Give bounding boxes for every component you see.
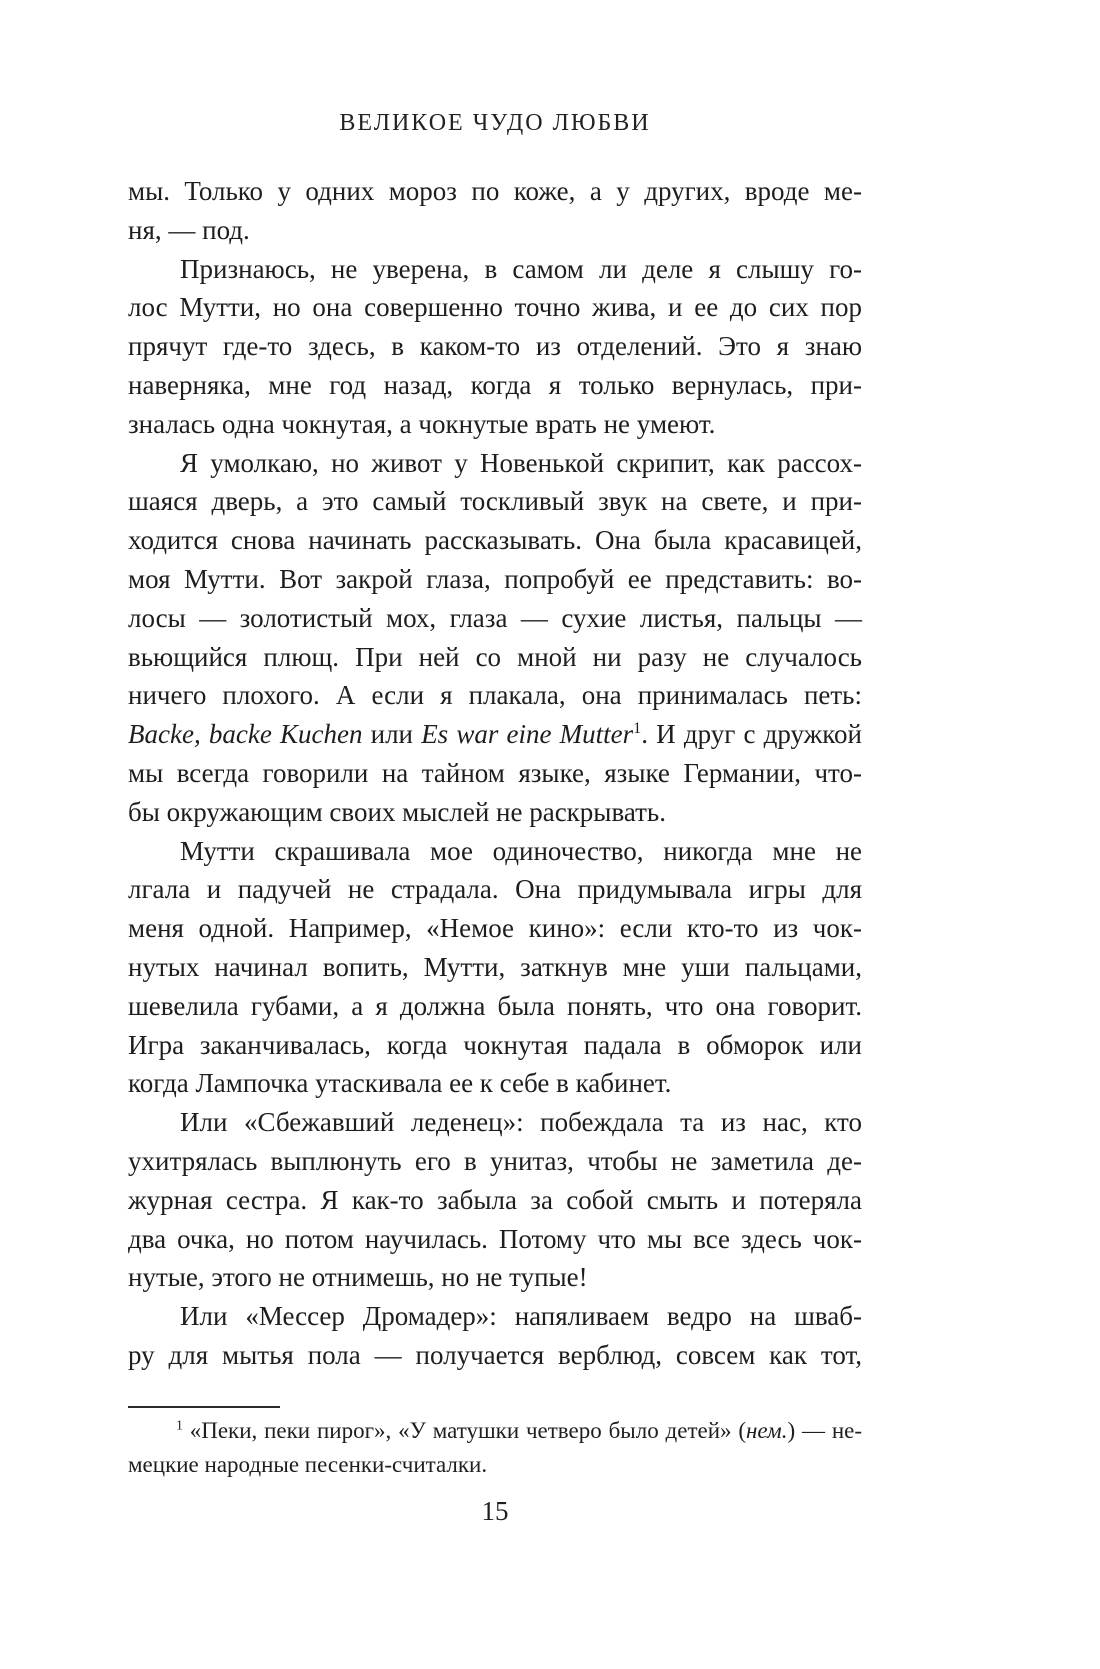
text-line [128, 327, 862, 366]
text-segment: два очка, но потом научилась. Потому что мы все здесь чок- [128, 1223, 862, 1254]
text-line [128, 366, 862, 405]
text-segment: мы всегда говорили на тайном языке, языке Германии, что- [128, 757, 862, 788]
text-line [128, 715, 862, 754]
text-segment: ухитрялась выплюнуть его в унитаз, чтобы не заметила де- [128, 1145, 862, 1176]
text-line [128, 521, 862, 560]
text-line [128, 1026, 862, 1065]
text-segment: лос Мутти, но она совершенно точно жива, и ее до сих пор [128, 292, 862, 323]
text-line [128, 1142, 862, 1181]
footnote-reference: 1 [633, 719, 642, 738]
text-segment: ня, — под. [128, 214, 250, 245]
text-segment: нем. [746, 1418, 788, 1443]
text-segment: Или «Мессер Дромадер»: напяливаем ведро на шваб- [180, 1301, 862, 1332]
text-line [128, 405, 862, 444]
text-segment: Es war eine Mutter [421, 719, 634, 750]
text-segment: . И друг с дружкой [641, 719, 863, 750]
text-segment: мецкие народные песенки-считалки. [128, 1452, 488, 1477]
text-line [128, 870, 862, 909]
text-segment: ничего плохого. А если я плакала, она принималась петь: [128, 680, 862, 711]
text-line [128, 1297, 862, 1336]
text-line [128, 599, 862, 638]
footnote-reference: 1 [176, 1417, 183, 1433]
text-line [128, 1220, 862, 1259]
text-segment: ) — не- [787, 1418, 862, 1443]
text-segment: шевелила губами, а я должна была понять, что она говорит. [128, 990, 862, 1021]
text-line [128, 1064, 862, 1103]
text-line [128, 987, 862, 1026]
text-line [128, 1103, 862, 1142]
text-line [128, 288, 862, 327]
text-line [128, 1336, 862, 1375]
text-segment: ру для мытья пола — получается верблюд, совсем как тот, [128, 1339, 862, 1370]
text-segment: или [362, 719, 422, 750]
text-segment: нутых начинал вопить, Мутти, заткнув мне уши пальцами, [128, 951, 862, 982]
text-line [128, 676, 862, 715]
text-line [128, 250, 862, 289]
text-line [128, 832, 862, 871]
text-segment: «Пеки, пеки пирог», «У матушки четверо было детей» ( [182, 1418, 747, 1443]
text-line [128, 1414, 862, 1448]
text-line [128, 172, 862, 211]
text-line [128, 560, 862, 599]
text-segment: прячут где-то здесь, в каком-то из отделений. Это я знаю [128, 331, 862, 362]
text-line [128, 1258, 862, 1297]
text-line [128, 444, 862, 483]
text-segment: Игра заканчивалась, когда чокнутая падала в обморок или [128, 1029, 862, 1060]
running-head: ВЕЛИКОЕ ЧУДО ЛЮБВИ [339, 110, 651, 136]
footnote [128, 1414, 862, 1482]
page-number: 15 [481, 1496, 509, 1526]
text-segment: лосы — золотистый мох, глаза — сухие листья, пальцы — [128, 602, 862, 633]
text-segment: Я умолкаю, но живот у Новенькой скрипит, как рассох- [180, 447, 862, 478]
text-segment: зналась одна чокнутая, а чокнутые врать не умеют. [128, 408, 716, 439]
text-segment: Или «Сбежавший леденец»: побеждала та из нас, кто [180, 1107, 862, 1138]
text-segment: шаяся дверь, а это самый тоскливый звук на свете, и при- [128, 486, 862, 517]
body-text [128, 172, 862, 1375]
text-segment: ходится снова начинать рассказывать. Она была красавицей, [128, 525, 862, 556]
text-segment: Backe, backe Kuchen [128, 719, 363, 750]
text-line [128, 1181, 862, 1220]
text-segment: наверняка, мне год назад, когда я только вернулась, при- [128, 369, 862, 400]
text-segment: когда Лампочка утаскивала ее к себе в кабинет. [128, 1068, 672, 1099]
text-line [128, 638, 862, 677]
text-segment: бы окружающим своих мыслей не раскрывать. [128, 796, 666, 827]
text-line [128, 909, 862, 948]
text-segment: лгала и падучей не страдала. Она придумывала игры для [128, 874, 862, 905]
text-line [128, 211, 862, 250]
text-segment: мы. Только у одних мороз по коже, а у других, вроде ме- [128, 176, 862, 206]
text-segment: нутые, этого не отнимешь, но не тупые! [128, 1262, 588, 1293]
text-line [128, 482, 862, 521]
text-segment: вьющийся плющ. При ней со мной ни разу не случалось [128, 641, 862, 672]
text-segment: моя Мутти. Вот закрой глаза, попробуй ее представить: во- [128, 563, 862, 594]
text-segment: Признаюсь, не уверена, в самом ли деле я слышу го- [180, 253, 862, 284]
text-line [128, 754, 862, 793]
text-line [128, 1448, 862, 1482]
text-segment: Мутти скрашивала мое одиночество, никогда мне не [180, 835, 862, 866]
text-segment: меня одной. Например, «Немое кино»: если кто-то из чок- [128, 913, 862, 944]
text-line [128, 948, 862, 987]
text-segment: журная сестра. Я как-то забыла за собой смыть и потеряла [128, 1184, 862, 1215]
footnote-separator [128, 1406, 280, 1408]
text-line [128, 793, 862, 832]
